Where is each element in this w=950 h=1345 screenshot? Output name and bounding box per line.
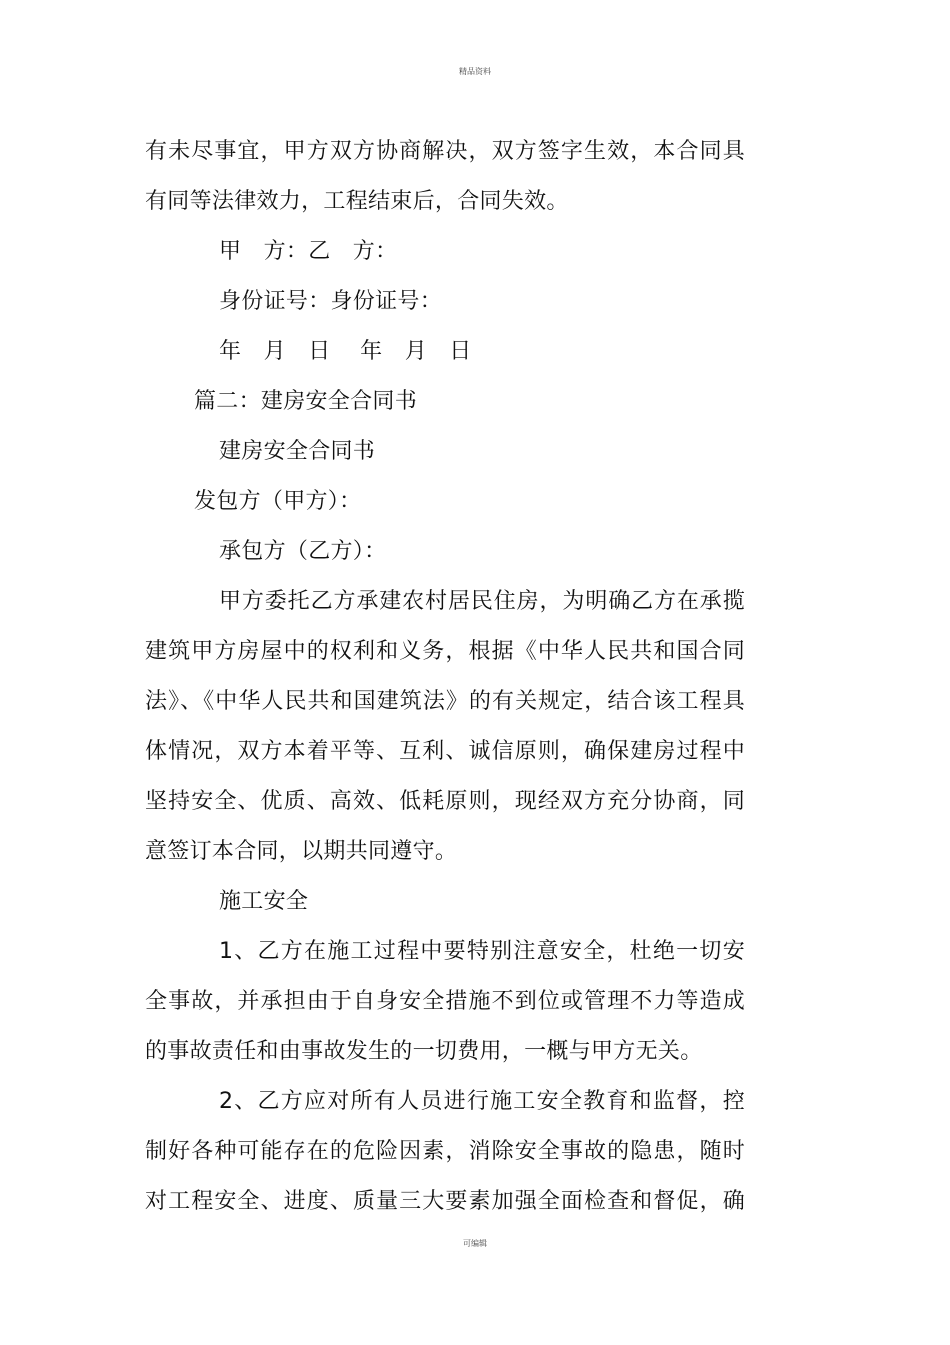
contractor-line: 承包方（乙方）： <box>219 539 387 564</box>
clause-line: 制好各种可能存在的危险因素，消除安全事故的隐患，随时 <box>145 1139 745 1164</box>
subsection-heading: 施工安全 <box>219 889 309 914</box>
page-footer-note: 可编辑 <box>463 1239 487 1248</box>
text-line: 甲方委托乙方承建农村居民住房，为明确乙方在承揽 <box>219 589 745 614</box>
clause-line: 的事故责任和由事故发生的一切费用，一概与甲方无关。 <box>145 1039 703 1064</box>
text-line: 意签订本合同，以期共同遵守。 <box>145 839 458 864</box>
clause-line: 1、乙方在施工过程中要特别注意安全，杜绝一切安 <box>219 939 745 964</box>
clause-line: 对工程安全、进度、质量三大要素加强全面检查和督促，确 <box>145 1189 745 1214</box>
document-body <box>145 127 745 1227</box>
text-line: 法》、《中华人民共和国建筑法》的有关规定，结合该工程具 <box>145 689 745 714</box>
text-line: 有同等法律效力，工程结束后，合同失效。 <box>145 189 569 214</box>
employer-line: 发包方（甲方）： <box>194 489 362 514</box>
page-header-note: 精品资料 <box>459 67 491 76</box>
signature-date-line: 年 月 日 年 月 日 <box>219 339 472 364</box>
text-line: 坚持安全、优质、高效、低耗原则，现经双方充分协商，同 <box>145 789 745 814</box>
text-line: 有未尽事宜，甲方双方协商解决，双方签字生效，本合同具 <box>145 139 745 164</box>
signature-party-line: 甲 方：乙 方： <box>219 239 398 264</box>
text-line: 建筑甲方房屋中的权利和义务，根据《中华人民共和国合同 <box>145 639 745 664</box>
contract-title: 建房安全合同书 <box>219 439 376 464</box>
clause-line: 2、乙方应对所有人员进行施工安全教育和监督，控 <box>219 1089 745 1114</box>
text-line: 体情况，双方本着平等、互利、诚信原则，确保建房过程中 <box>145 739 745 764</box>
clause-line: 全事故，并承担由于自身安全措施不到位或管理不力等造成 <box>145 989 745 1014</box>
signature-id-line: 身份证号：身份证号： <box>219 289 443 314</box>
section-heading: 篇二：建房安全合同书 <box>194 389 418 414</box>
